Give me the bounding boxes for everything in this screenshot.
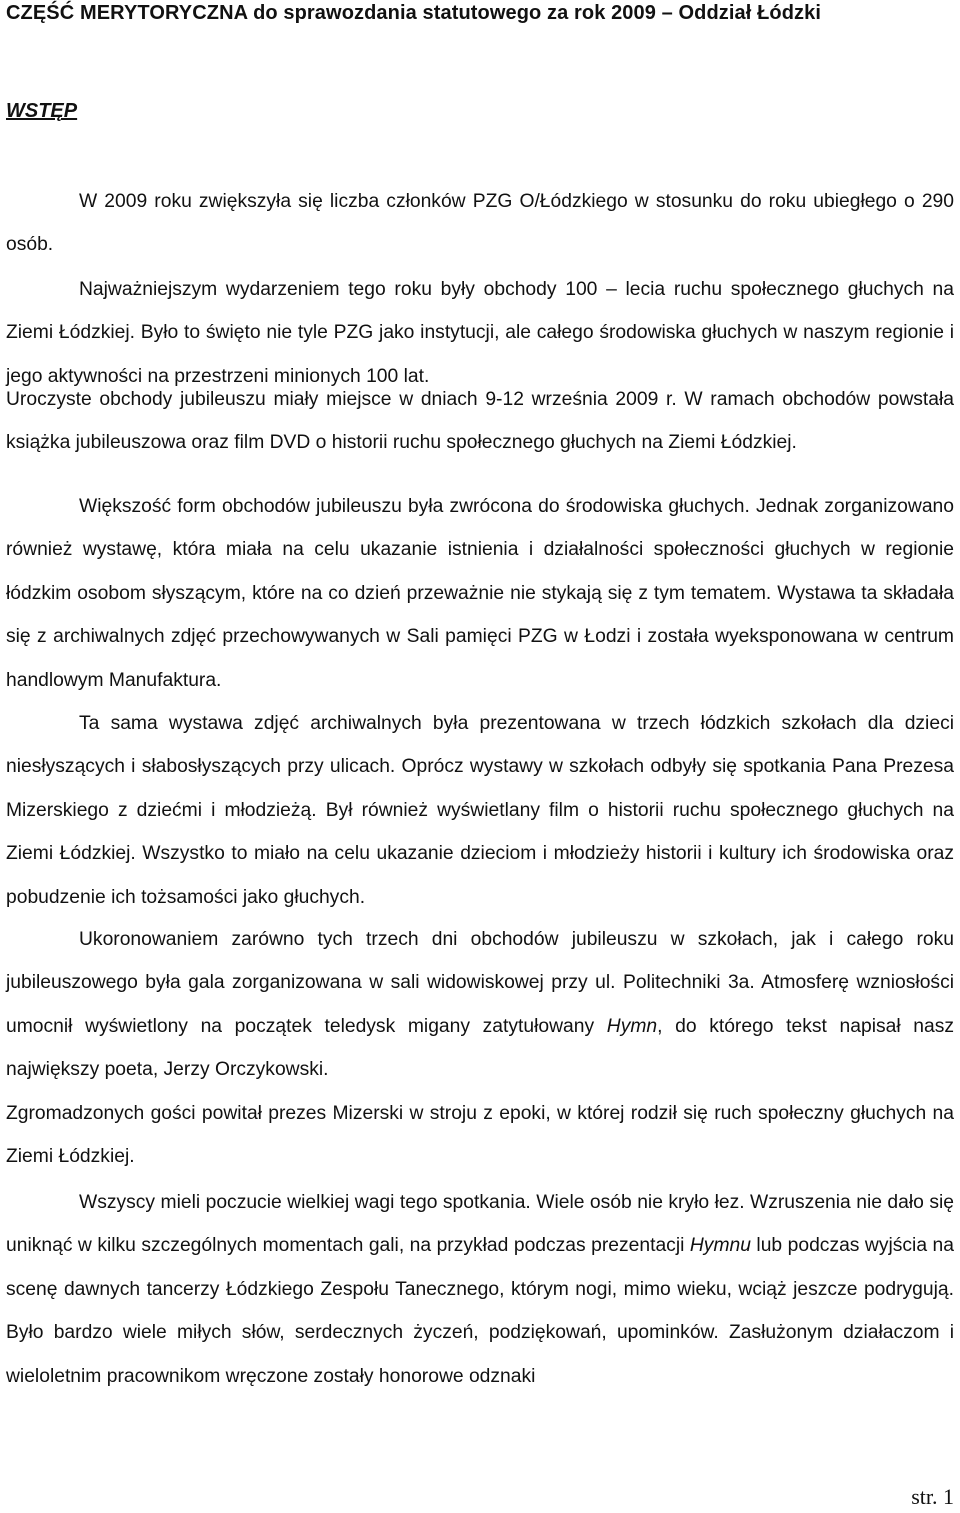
paragraph-gala-text-2: , do którego tekst napisał nasz największy poeta, Jerzy Orczykowski. [6,1015,954,1081]
page-number: str. 1 [911,1484,954,1509]
paragraph-emotions [6,1181,954,1398]
paragraph-schools: Ta sama wystawa zdjęć archiwalnych była prezentowana w trzech łódzkich szkołach dla dzieci niesłyszących i słabosłyszących przy ulicach. Oprócz wystawy w szkołach odbyły się spotkania Pana Prezesa Mizerskiego z dziećmi i młodzieżą. Był również wyświetlany film o historii ruchu społecznego głuchych na Ziemi Łódzkiej. Wszystko to miało na celu ukazanie dzieciom i młodzieży historii i kultury ich środowiska oraz pobudzenie ich tożsamości jako głuchych. [6,713,954,908]
hymn-title: Hymn [606,1015,658,1037]
document-title: CZĘŚĆ MERYTORYCZNA do sprawozdania statutowego za rok 2009 – Oddział Łódzki [6,2,822,24]
paragraph-members: W 2009 roku zwiększyła się liczba członków PZG O/Łódzkiego w stosunku do roku ubiegłego o 290 osób. [6,191,954,256]
section-heading-wstep: WSTĘP [6,100,78,122]
paragraph-emotions-text-1: Wszyscy mieli poczucie wielkiej wagi tego spotkania. Wiele osób nie kryło łez. Wzruszenia nie dało się uniknąć w kilku szczególnych momentach gali, na przykład podczas prezentacji [6,1192,954,1257]
paragraph-anniversary: Najważniejszym wydarzeniem tego roku były obchody 100 – lecia ruchu społecznego głuchych na Ziemi Łódzkiej. Było to święto nie tyle PZG jako instytucji, ale całego środowiska głuchych w naszym regionie i jego aktywności na przestrzeni minionych 100 lat. [6,279,954,387]
paragraph-gala [6,918,954,1092]
hymn-title-genitive: Hymnu [689,1235,751,1257]
paragraph-gala-text-1: Ukoronowaniem zarówno tych trzech dni obchodów jubileuszu w szkołach, jak i całego roku jubileuszowego była gala zorganizowana w sali widowiskowej przy ul. Politechniki 3a. Atmosferę wzniosłości umocnił wyświetlony na początek teledysk migany zatytułowany [6,929,954,1037]
paragraph-emotions-text-2: lub podczas wyjścia na scenę dawnych tancerzy Łódzkiego Zespołu Tanecznego, którym nogi, mimo wieku, wciąż jeszcze podrygują. Było bardzo wiele miłych słów, serdecznych życzeń, podziękowań, upominków. Zasłużonym działaczom i wieloletnim pracownikom wręczone zostały honorowe odznaki [6,1235,954,1387]
paragraph-exhibition: Większość form obchodów jubileuszu była zwrócona do środowiska głuchych. Jednak zorganizowano również wystawę, która miała na celu ukazanie istnienia i działalności społeczności głuchych w regionie łódzkim osobom słyszącym, które na co dzień przeważnie nie stykają się z tym tematem. Wystawa ta składała się z archiwalnych zdjęć przechowywanych w Sali pamięci PZG w Łodzi i została wyeksponowana w centrum handlowym Manufaktura. [6,496,954,691]
paragraph-welcome: Zgromadzonych gości powitał prezes Mizerski w stroju z epoki, w której rodził się ruch społeczny głuchych na Ziemi Łódzkiej. [6,1103,954,1168]
paragraph-celebrations: Uroczyste obchody jubileuszu miały miejsce w dniach 9-12 września 2009 r. W ramach obchodów powstała książka jubileuszowa oraz film DVD o historii ruchu społecznego głuchych na Ziemi Łódzkiej. [6,389,954,454]
